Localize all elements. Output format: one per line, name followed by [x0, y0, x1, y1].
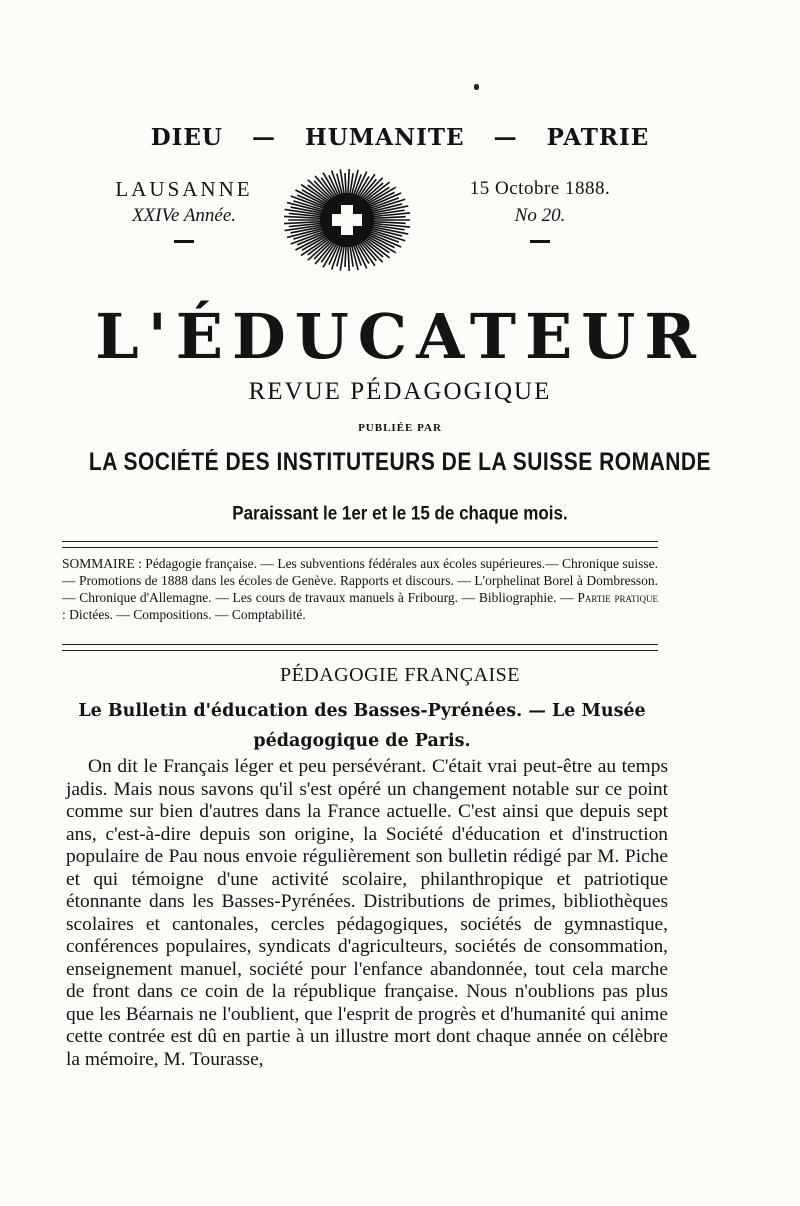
motto-dash: — [493, 124, 518, 151]
motto-word: DIEU [150, 124, 223, 151]
header-right-block [440, 176, 640, 243]
journal-title: L'ÉDUCATEUR [95, 300, 705, 373]
emblem-ray [348, 169, 349, 195]
article-heading: Le Bulletin d'éducation des Basses-Pyrénées. — Le Musée pédagogique de Paris. [78, 701, 646, 751]
city-name: LAUSANNE [115, 177, 253, 201]
motto-dash: — [252, 124, 276, 151]
emblem-ray [345, 173, 346, 195]
issue-date: 15 Octobre 1888. [469, 178, 611, 199]
emblem-ray [345, 245, 346, 267]
volume-year: XXIVe Année. [131, 205, 237, 226]
emblem-ray [373, 222, 406, 224]
issue-number: No 20. [514, 205, 566, 226]
section-heading: PÉDAGOGIE FRANÇAISE [279, 664, 521, 686]
motto-word: PATRIE [546, 124, 650, 151]
publication-frequency: Paraissant le 1er et le 15 de chaque mois. [232, 502, 568, 524]
toc-small-caps: Partie pratique [577, 590, 658, 605]
table-of-contents [62, 555, 658, 623]
header-dash [530, 240, 550, 243]
emblem-ray [373, 217, 406, 219]
toc-text: SOMMAIRE : Pédagogie française. — Les subventions fédérales aux écoles supérieures.— Chronique suisse. — Promotions de 1888 dans les écoles de Genève. Rapports et discours. — L'orphelinat Borel à Dombresson. — Chronique d'Allemagne. — Les cours de travaux manuels à Fribourg. — Bibliographie. — [62, 556, 658, 605]
header-dash [174, 240, 194, 243]
double-rule-top [62, 541, 658, 548]
society-name: LA SOCIÉTÉ DES INSTITUTEURS DE LA SUISSE ROMANDE [88, 449, 712, 477]
published-by: PUBLIÉE PAR [358, 422, 442, 434]
emblem-ray [348, 245, 349, 271]
double-rule-bottom [62, 644, 658, 651]
journal-subtitle: REVUE PÉDAGOGIQUE [248, 378, 552, 405]
article-body: On dit le Français léger et peu persévérant. C'était vrai peut-être au temps jadis. Mais nous savons qu'il s'est opéré un changement notable sur ce point comme sur bien d'autres dans la France actuelle. C'est ainsi que depuis sept ans, c'est-à-dire depuis son origine, la Société d'éducation et d'instruction populaire de Pau nous envoie régulièrement son bulletin rédigé par M. Piche et qui témoigne d'une activité scolaire, philanthropique et patriotique étonnante dans les Basses-Pyrénées. Distributions de primes, bibliothèques scolaires et cantonales, cercles pédagogiques, sociétés de gymnastique, conférences populaires, syndicats d'agriculteurs, sociétés de consommation, enseignement manuel, société pour l'enfance abandonnée, tout cela marche de front dans ce coin de la république française. Nous n'oublions pas plus que les Béarnais ne l'oublient, que l'esprit de progrès et d'humanité qui anime cette contrée est dû en partie à un illustre mort dont chaque année on célèbre la mémoire, M. Tourasse, [66, 756, 668, 1070]
masthead-motto [0, 124, 800, 151]
motto-word: HUMANITE [305, 124, 465, 151]
toc-text-end: : Dictées. — Compositions. — Comptabilité. [62, 607, 306, 622]
swiss-cross-emblem-icon [284, 168, 410, 272]
ink-speck [474, 84, 479, 90]
header-left-block [104, 176, 264, 243]
